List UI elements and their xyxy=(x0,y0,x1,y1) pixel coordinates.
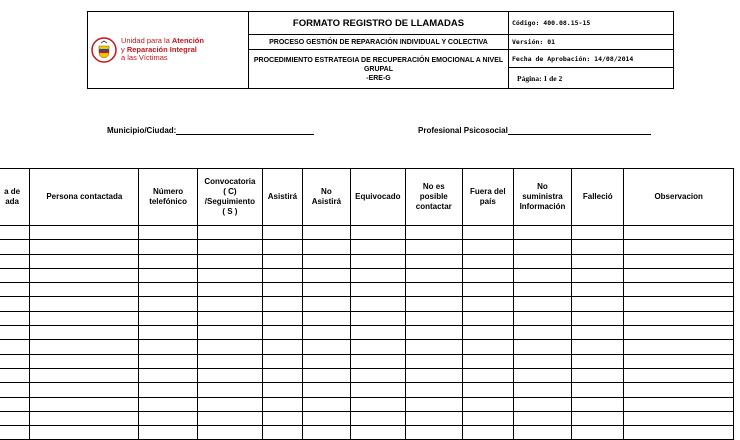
process-name: PROCESO GESTIÓN DE REPARACIÓN INDIVIDUAL Y COLECTIVA xyxy=(249,35,509,50)
table-cell[interactable] xyxy=(462,311,513,325)
table-cell[interactable] xyxy=(405,397,462,411)
table-cell[interactable] xyxy=(572,397,624,411)
table-row xyxy=(0,283,734,297)
table-cell[interactable] xyxy=(0,397,30,411)
table-cell[interactable] xyxy=(351,368,406,382)
table-cell[interactable] xyxy=(139,397,197,411)
table-cell[interactable] xyxy=(572,283,624,297)
column-header: Persona contactada xyxy=(30,169,139,226)
column-header: Número telefónico xyxy=(139,169,197,226)
table-cell[interactable] xyxy=(624,368,734,382)
table-row xyxy=(0,354,734,368)
table-cell[interactable] xyxy=(624,226,734,240)
profesional-field xyxy=(418,125,651,135)
table-cell[interactable] xyxy=(0,297,30,311)
table-cell[interactable] xyxy=(624,397,734,411)
table-cell[interactable] xyxy=(30,268,139,282)
table-cell[interactable] xyxy=(351,226,406,240)
table-cell[interactable] xyxy=(30,311,139,325)
table-cell[interactable] xyxy=(405,411,462,425)
table-cell[interactable] xyxy=(351,254,406,268)
table-cell[interactable] xyxy=(30,240,139,254)
table-cell[interactable] xyxy=(351,240,406,254)
table-cell[interactable] xyxy=(572,426,624,440)
table-cell[interactable] xyxy=(572,340,624,354)
table-cell[interactable] xyxy=(513,326,572,340)
table-cell[interactable] xyxy=(572,254,624,268)
table-cell[interactable] xyxy=(513,368,572,382)
table-cell[interactable] xyxy=(572,297,624,311)
table-cell[interactable] xyxy=(351,311,406,325)
table-cell[interactable] xyxy=(513,297,572,311)
table-cell[interactable] xyxy=(624,240,734,254)
table-cell[interactable] xyxy=(513,283,572,297)
logo-cell xyxy=(88,12,249,89)
table-cell[interactable] xyxy=(302,326,350,340)
table-cell[interactable] xyxy=(351,283,406,297)
table-cell[interactable] xyxy=(263,354,303,368)
table-cell[interactable] xyxy=(513,340,572,354)
table-cell[interactable] xyxy=(0,311,30,325)
table-cell[interactable] xyxy=(0,411,30,425)
table-cell[interactable] xyxy=(624,340,734,354)
table-cell[interactable] xyxy=(139,326,197,340)
table-cell[interactable] xyxy=(462,354,513,368)
table-row xyxy=(0,254,734,268)
column-header: Convocatoria ( C) /Seguimiento ( S ) xyxy=(197,169,262,226)
table-cell[interactable] xyxy=(405,383,462,397)
table-cell[interactable] xyxy=(462,340,513,354)
table-cell[interactable] xyxy=(302,240,350,254)
table-cell[interactable] xyxy=(513,268,572,282)
column-header: a de ada xyxy=(0,169,30,226)
table-cell[interactable] xyxy=(513,411,572,425)
table-cell[interactable] xyxy=(302,226,350,240)
table-cell[interactable] xyxy=(139,268,197,282)
table-cell[interactable] xyxy=(351,326,406,340)
table-cell[interactable] xyxy=(302,254,350,268)
table-cell[interactable] xyxy=(263,411,303,425)
table-cell[interactable] xyxy=(405,254,462,268)
table-row xyxy=(0,397,734,411)
table-cell[interactable] xyxy=(139,311,197,325)
table-cell[interactable] xyxy=(263,397,303,411)
table-cell[interactable] xyxy=(139,411,197,425)
table-cell[interactable] xyxy=(139,340,197,354)
table-cell[interactable] xyxy=(624,326,734,340)
table-cell[interactable] xyxy=(139,368,197,382)
table-cell[interactable] xyxy=(263,368,303,382)
table-cell[interactable] xyxy=(405,226,462,240)
column-header: Asistirá xyxy=(263,169,303,226)
table-cell[interactable] xyxy=(30,340,139,354)
form-version: Versión: 01 xyxy=(509,35,674,50)
table-cell[interactable] xyxy=(351,397,406,411)
table-cell[interactable] xyxy=(197,426,262,440)
document-header xyxy=(87,11,674,89)
table-cell[interactable] xyxy=(462,268,513,282)
procedure-name: PROCEDIMIENTO ESTRATEGIA DE RECUPERACIÓN EMOCIONAL A NIVEL GRUPAL -ERE-G xyxy=(249,50,509,89)
table-cell[interactable] xyxy=(624,297,734,311)
table-cell[interactable] xyxy=(0,368,30,382)
table-row xyxy=(0,297,734,311)
table-cell[interactable] xyxy=(624,283,734,297)
table-cell[interactable] xyxy=(139,383,197,397)
table-cell[interactable] xyxy=(263,240,303,254)
table-cell[interactable] xyxy=(351,340,406,354)
table-cell[interactable] xyxy=(139,354,197,368)
table-cell[interactable] xyxy=(197,354,262,368)
table-cell[interactable] xyxy=(197,297,262,311)
table-cell[interactable] xyxy=(624,411,734,425)
table-cell[interactable] xyxy=(197,326,262,340)
column-header: No suministra Información xyxy=(513,169,572,226)
table-row xyxy=(0,226,734,240)
table-cell[interactable] xyxy=(30,283,139,297)
table-cell[interactable] xyxy=(572,226,624,240)
table-cell[interactable] xyxy=(302,340,350,354)
table-cell[interactable] xyxy=(0,340,30,354)
table-cell[interactable] xyxy=(513,311,572,325)
table-cell[interactable] xyxy=(197,383,262,397)
table-cell[interactable] xyxy=(462,254,513,268)
form-code: Código: 400.08.15-15 xyxy=(509,12,674,35)
table-cell[interactable] xyxy=(0,254,30,268)
table-cell[interactable] xyxy=(572,326,624,340)
table-cell[interactable] xyxy=(30,397,139,411)
table-cell[interactable] xyxy=(513,354,572,368)
table-cell[interactable] xyxy=(30,383,139,397)
table-cell[interactable] xyxy=(197,240,262,254)
table-cell[interactable] xyxy=(624,354,734,368)
table-cell[interactable] xyxy=(405,297,462,311)
table-cell[interactable] xyxy=(139,254,197,268)
table-cell[interactable] xyxy=(405,354,462,368)
table-cell[interactable] xyxy=(405,283,462,297)
column-header: Equivocado xyxy=(351,169,406,226)
table-cell[interactable] xyxy=(462,297,513,311)
municipio-field xyxy=(107,125,314,135)
table-cell[interactable] xyxy=(139,226,197,240)
table-cell[interactable] xyxy=(513,383,572,397)
table-cell[interactable] xyxy=(197,283,262,297)
table-cell[interactable] xyxy=(0,268,30,282)
table-cell[interactable] xyxy=(263,383,303,397)
table-cell[interactable] xyxy=(405,311,462,325)
table-cell[interactable] xyxy=(139,283,197,297)
table-cell[interactable] xyxy=(0,383,30,397)
table-cell[interactable] xyxy=(197,226,262,240)
table-cell[interactable] xyxy=(351,354,406,368)
table-cell[interactable] xyxy=(405,340,462,354)
table-row xyxy=(0,340,734,354)
table-cell[interactable] xyxy=(302,311,350,325)
table-cell[interactable] xyxy=(351,297,406,311)
table-cell[interactable] xyxy=(30,326,139,340)
table-cell[interactable] xyxy=(30,297,139,311)
table-cell[interactable] xyxy=(572,311,624,325)
table-cell[interactable] xyxy=(30,368,139,382)
table-cell[interactable] xyxy=(0,326,30,340)
table-cell[interactable] xyxy=(624,254,734,268)
table-cell[interactable] xyxy=(513,397,572,411)
table-cell[interactable] xyxy=(197,311,262,325)
table-cell[interactable] xyxy=(139,240,197,254)
table-cell[interactable] xyxy=(302,354,350,368)
table-cell[interactable] xyxy=(30,426,139,440)
table-cell[interactable] xyxy=(405,368,462,382)
profesional-input-line[interactable] xyxy=(508,125,651,135)
column-header: No es posible contactar xyxy=(405,169,462,226)
table-cell[interactable] xyxy=(462,383,513,397)
table-cell[interactable] xyxy=(302,411,350,425)
table-cell[interactable] xyxy=(513,240,572,254)
table-cell[interactable] xyxy=(572,240,624,254)
table-cell[interactable] xyxy=(513,426,572,440)
table-cell[interactable] xyxy=(302,368,350,382)
table-cell[interactable] xyxy=(139,426,197,440)
column-header: Falleció xyxy=(572,169,624,226)
table-cell[interactable] xyxy=(0,226,30,240)
table-cell[interactable] xyxy=(263,297,303,311)
table-cell[interactable] xyxy=(197,340,262,354)
table-cell[interactable] xyxy=(302,268,350,282)
table-cell[interactable] xyxy=(139,297,197,311)
table-cell[interactable] xyxy=(197,268,262,282)
municipio-input-line[interactable] xyxy=(176,125,314,135)
table-row xyxy=(0,268,734,282)
table-row xyxy=(0,368,734,382)
table-cell[interactable] xyxy=(405,426,462,440)
call-register-table xyxy=(0,168,734,440)
table-cell[interactable] xyxy=(197,368,262,382)
table-cell[interactable] xyxy=(263,268,303,282)
table-cell[interactable] xyxy=(624,426,734,440)
municipio-label: Municipio/Ciudad: xyxy=(107,126,177,135)
table-cell[interactable] xyxy=(263,426,303,440)
column-header: Observacion xyxy=(624,169,734,226)
table-cell[interactable] xyxy=(351,411,406,425)
table-cell[interactable] xyxy=(197,397,262,411)
form-title: FORMATO REGISTRO DE LLAMADAS xyxy=(249,12,509,35)
table-cell[interactable] xyxy=(263,326,303,340)
table-cell[interactable] xyxy=(572,411,624,425)
table-cell[interactable] xyxy=(624,268,734,282)
table-cell[interactable] xyxy=(197,254,262,268)
table-cell[interactable] xyxy=(0,283,30,297)
table-cell[interactable] xyxy=(624,311,734,325)
table-cell[interactable] xyxy=(572,268,624,282)
table-cell[interactable] xyxy=(302,426,350,440)
table-cell[interactable] xyxy=(302,383,350,397)
table-cell[interactable] xyxy=(513,226,572,240)
table-cell[interactable] xyxy=(302,397,350,411)
table-cell[interactable] xyxy=(30,226,139,240)
table-row xyxy=(0,311,734,325)
table-cell[interactable] xyxy=(462,397,513,411)
table-cell[interactable] xyxy=(462,240,513,254)
table-cell[interactable] xyxy=(405,268,462,282)
organization-name: Unidad para la Atención y Reparación Integral a las Víctimas xyxy=(121,36,204,63)
table-row xyxy=(0,426,734,440)
page-number: Página: 1 de 2 xyxy=(509,68,674,89)
table-cell[interactable] xyxy=(462,226,513,240)
table-cell[interactable] xyxy=(462,283,513,297)
table-row xyxy=(0,326,734,340)
organization-logo xyxy=(91,37,245,63)
table-cell[interactable] xyxy=(462,326,513,340)
table-cell[interactable] xyxy=(302,283,350,297)
approval-date: Fecha de Aprobación: 14/08/2014 xyxy=(509,50,674,68)
coat-of-arms-icon xyxy=(91,37,117,63)
table-cell[interactable] xyxy=(263,311,303,325)
table-cell[interactable] xyxy=(263,226,303,240)
table-cell[interactable] xyxy=(197,411,262,425)
table-cell[interactable] xyxy=(263,340,303,354)
table-cell[interactable] xyxy=(513,254,572,268)
table-cell[interactable] xyxy=(462,411,513,425)
table-header-row xyxy=(0,169,734,226)
table-row xyxy=(0,411,734,425)
table-cell[interactable] xyxy=(572,354,624,368)
table-cell[interactable] xyxy=(572,383,624,397)
column-header: No Asistirá xyxy=(302,169,350,226)
table-row xyxy=(0,383,734,397)
table-cell[interactable] xyxy=(351,383,406,397)
table-cell[interactable] xyxy=(30,254,139,268)
profesional-label: Profesional Psicosocial xyxy=(418,126,508,135)
table-cell[interactable] xyxy=(405,240,462,254)
table-cell[interactable] xyxy=(572,368,624,382)
table-cell[interactable] xyxy=(462,426,513,440)
table-cell[interactable] xyxy=(0,426,30,440)
table-cell[interactable] xyxy=(263,283,303,297)
table-cell[interactable] xyxy=(624,383,734,397)
table-cell[interactable] xyxy=(351,426,406,440)
table-cell[interactable] xyxy=(30,354,139,368)
table-cell[interactable] xyxy=(0,354,30,368)
table-cell[interactable] xyxy=(405,326,462,340)
table-cell[interactable] xyxy=(263,254,303,268)
table-cell[interactable] xyxy=(0,240,30,254)
table-cell[interactable] xyxy=(462,368,513,382)
table-cell[interactable] xyxy=(30,411,139,425)
column-header: Fuera del país xyxy=(462,169,513,226)
table-cell[interactable] xyxy=(302,297,350,311)
table-row xyxy=(0,240,734,254)
table-cell[interactable] xyxy=(351,268,406,282)
